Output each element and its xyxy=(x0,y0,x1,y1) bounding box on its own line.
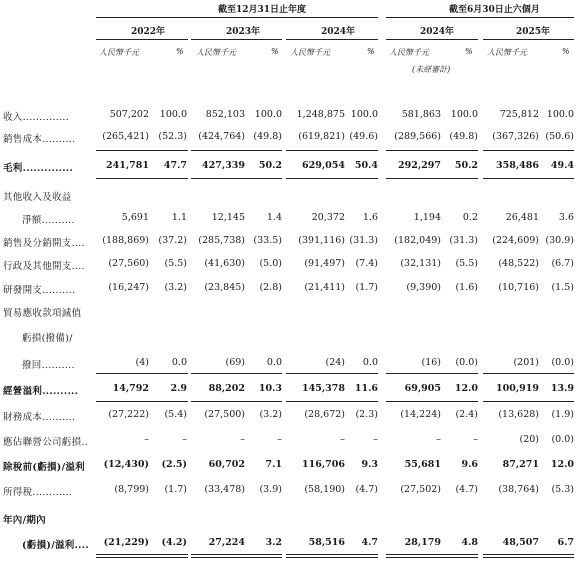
amount-cell: (48,522) xyxy=(498,258,539,269)
amount-cell: 629,054 xyxy=(302,160,345,171)
amount-cell: 20,372 xyxy=(311,212,345,223)
percent-cell: (52.3) xyxy=(158,131,187,142)
percent-cell: 0.0 xyxy=(171,357,187,368)
table-rule xyxy=(286,554,378,555)
percent-cell: 100.0 xyxy=(350,109,378,120)
amount-cell: 69,905 xyxy=(404,383,441,394)
percent-cell: 0.0 xyxy=(362,357,378,368)
amount-cell: 26,481 xyxy=(505,212,539,223)
year-rule-2024-interim xyxy=(386,39,478,40)
percent-cell: (50.6) xyxy=(545,131,574,142)
row-label: 除稅前(虧損)/溢利 xyxy=(3,462,85,473)
amount-cell: (424,764) xyxy=(198,131,245,142)
percent-cell: 4.7 xyxy=(361,537,378,548)
table-rule xyxy=(483,178,574,179)
amount-cell: (201) xyxy=(513,357,539,368)
amount-cell: (27,502) xyxy=(400,484,441,495)
table-rule xyxy=(96,150,188,151)
row-label: 銷售成本.......... xyxy=(3,134,76,145)
table-rule xyxy=(286,557,378,558)
amount-cell: (9,390) xyxy=(406,282,441,293)
percent-cell: (37.2) xyxy=(158,235,187,246)
amount-cell: – xyxy=(144,434,149,445)
amount-cell: (16) xyxy=(421,357,441,368)
table-rule xyxy=(483,557,574,558)
percent-cell: (1.7) xyxy=(355,282,378,293)
percent-cell: 50.2 xyxy=(454,160,478,171)
year-2024-interim: 2024年 xyxy=(420,27,455,37)
year-rule-2023 xyxy=(191,39,282,40)
amount-cell: 87,271 xyxy=(502,459,539,470)
percent-cell: (5.3) xyxy=(551,484,574,495)
percent-cell: 9.3 xyxy=(361,459,378,470)
table-rule xyxy=(386,401,478,402)
amount-cell: – xyxy=(340,434,345,445)
row-label: 淨額.......... xyxy=(22,215,75,226)
percent-cell: 49.4 xyxy=(550,160,574,171)
unit-2025-interim: 人民幣千元 xyxy=(487,48,527,57)
percent-cell: (3.2) xyxy=(259,409,282,420)
percent-cell: (3.9) xyxy=(259,484,282,495)
percent-cell: 0.0 xyxy=(266,357,282,368)
amount-cell: (367,326) xyxy=(492,131,539,142)
amount-cell: (8,799) xyxy=(114,484,149,495)
table-rule xyxy=(483,373,574,374)
amount-cell: (16,247) xyxy=(108,282,149,293)
percent-cell: 1.1 xyxy=(171,212,187,223)
amount-cell: (58,190) xyxy=(304,484,345,495)
amount-cell: (69) xyxy=(225,357,245,368)
row-label: 虧損(撥備)/ xyxy=(22,333,73,344)
pct-2024: % xyxy=(367,47,375,56)
percent-cell: (0.0) xyxy=(551,434,574,445)
percent-cell: (0.0) xyxy=(455,357,478,368)
year-2024: 2024年 xyxy=(321,27,356,37)
percent-cell: (7.4) xyxy=(355,258,378,269)
percent-cell: (4.2) xyxy=(161,537,187,548)
amount-cell: 60,702 xyxy=(208,459,245,470)
row-label: 財務成本.......... xyxy=(3,412,76,423)
amount-cell: (289,566) xyxy=(394,131,441,142)
amount-cell: 725,812 xyxy=(499,109,539,120)
amount-cell: 1,194 xyxy=(413,212,441,223)
percent-cell: 9.6 xyxy=(461,459,478,470)
percent-cell: 12.0 xyxy=(550,459,574,470)
table-rule xyxy=(191,150,282,151)
percent-cell: (2.4) xyxy=(455,409,478,420)
percent-cell: 10.3 xyxy=(258,383,282,394)
amount-cell: (21,411) xyxy=(304,282,345,293)
row-label: 毛利.............. xyxy=(3,163,74,174)
amount-cell: 5,691 xyxy=(121,212,149,223)
table-rule xyxy=(96,178,188,179)
amount-cell: (27,500) xyxy=(204,409,245,420)
percent-cell: 12.0 xyxy=(454,383,478,394)
table-rule xyxy=(96,557,188,558)
pct-2022: % xyxy=(176,47,184,56)
amount-cell: 88,202 xyxy=(208,383,245,394)
amount-cell: (33,478) xyxy=(204,484,245,495)
year-rule-2025-interim xyxy=(483,39,574,40)
percent-cell: (4.7) xyxy=(355,484,378,495)
percent-cell: 100.0 xyxy=(450,109,478,120)
row-label: 收入.............. xyxy=(3,112,70,123)
percent-cell: (5.5) xyxy=(455,258,478,269)
percent-cell: (5.0) xyxy=(259,258,282,269)
amount-cell: (188,869) xyxy=(102,235,149,246)
table-rule xyxy=(286,401,378,402)
amount-cell: (24) xyxy=(325,357,345,368)
percent-cell: (1.5) xyxy=(551,282,574,293)
percent-cell: (30.9) xyxy=(545,235,574,246)
percent-cell: (31.3) xyxy=(449,235,478,246)
amount-cell: 852,103 xyxy=(205,109,245,120)
row-label: (虧損)/溢利.... xyxy=(22,540,89,551)
table-rule xyxy=(96,554,188,555)
amount-cell: (38,764) xyxy=(498,484,539,495)
row-label: 撥回.......... xyxy=(22,360,75,371)
amount-cell: (285,738) xyxy=(198,235,245,246)
percent-cell: 11.6 xyxy=(354,383,378,394)
amount-cell: (265,421) xyxy=(102,131,149,142)
amount-cell: (21,229) xyxy=(103,537,149,548)
amount-cell: 48,507 xyxy=(502,537,539,548)
unit-2022: 人民幣千元 xyxy=(99,48,139,57)
table-rule xyxy=(96,373,188,374)
row-label: 應佔聯營公司虧損.. xyxy=(3,437,89,448)
percent-cell: (1.7) xyxy=(164,484,187,495)
table-rule xyxy=(191,554,282,555)
row-label: 貿易應收款項減值 xyxy=(3,308,82,319)
table-rule xyxy=(286,373,378,374)
percent-cell: (4.7) xyxy=(455,484,478,495)
percent-cell: (6.7) xyxy=(551,258,574,269)
amount-cell: (41,630) xyxy=(204,258,245,269)
percent-cell: – xyxy=(182,434,187,445)
table-rule xyxy=(386,557,478,558)
amount-cell: (20) xyxy=(519,434,539,445)
amount-cell: 241,781 xyxy=(106,160,149,171)
amount-cell: (224,609) xyxy=(492,235,539,246)
amount-cell: (23,845) xyxy=(204,282,245,293)
amount-cell: – xyxy=(240,434,245,445)
amount-cell: (182,049) xyxy=(394,235,441,246)
unit-2024: 人民幣千元 xyxy=(290,48,330,57)
unit-2024-interim: 人民幣千元 xyxy=(389,48,429,57)
amount-cell: – xyxy=(436,434,441,445)
percent-cell: (31.3) xyxy=(349,235,378,246)
percent-cell: – xyxy=(473,434,478,445)
amount-cell: 14,792 xyxy=(112,383,149,394)
unaudited-note: (未經審計) xyxy=(412,65,451,74)
amount-cell: 100,919 xyxy=(496,383,539,394)
unit-2023: 人民幣千元 xyxy=(196,48,236,57)
row-label: 研發開支.......... xyxy=(3,285,76,296)
header-rule-interim xyxy=(386,17,574,18)
percent-cell: (49.8) xyxy=(449,131,478,142)
header-rule-annual xyxy=(96,17,378,18)
amount-cell: (27,222) xyxy=(108,409,149,420)
percent-cell: 13.9 xyxy=(550,383,574,394)
amount-cell: 116,706 xyxy=(302,459,345,470)
percent-cell: (2.5) xyxy=(161,459,187,470)
percent-cell: (33.5) xyxy=(253,235,282,246)
percent-cell: 50.2 xyxy=(258,160,282,171)
percent-cell: 0.2 xyxy=(462,212,478,223)
table-rule xyxy=(386,178,478,179)
pct-2025-interim: % xyxy=(562,47,570,56)
table-rule xyxy=(483,554,574,555)
amount-cell: 28,179 xyxy=(404,537,441,548)
amount-cell: (10,716) xyxy=(498,282,539,293)
amount-cell: 427,339 xyxy=(202,160,245,171)
header-group-interim: 截至6月30日止六個月 xyxy=(449,5,540,15)
table-rule xyxy=(483,150,574,151)
year-rule-2022 xyxy=(96,39,188,40)
amount-cell: 12,145 xyxy=(211,212,245,223)
amount-cell: (13,628) xyxy=(498,409,539,420)
amount-cell: (391,116) xyxy=(298,235,345,246)
table-rule xyxy=(96,401,188,402)
amount-cell: 292,297 xyxy=(398,160,441,171)
table-rule xyxy=(386,373,478,374)
year-2023: 2023年 xyxy=(226,27,261,37)
table-rule xyxy=(386,150,478,151)
amount-cell: (14,224) xyxy=(400,409,441,420)
table-rule xyxy=(191,373,282,374)
percent-cell: 100.0 xyxy=(254,109,282,120)
percent-cell: (1.9) xyxy=(551,409,574,420)
table-rule xyxy=(286,150,378,151)
percent-cell: 6.7 xyxy=(557,537,574,548)
percent-cell: 3.2 xyxy=(265,537,282,548)
amount-cell: (91,497) xyxy=(304,258,345,269)
amount-cell: 1,248,875 xyxy=(296,109,345,120)
percent-cell: 50.4 xyxy=(354,160,378,171)
percent-cell: (2.3) xyxy=(355,409,378,420)
row-label: 行政及其他開支.... xyxy=(3,261,85,272)
amount-cell: 358,486 xyxy=(496,160,539,171)
row-label: 所得稅............ xyxy=(3,487,73,498)
percent-cell: – xyxy=(373,434,378,445)
amount-cell: 507,202 xyxy=(109,109,149,120)
percent-cell: (0.0) xyxy=(551,357,574,368)
amount-cell: (619,821) xyxy=(298,131,345,142)
year-2025-interim: 2025年 xyxy=(516,27,551,37)
amount-cell: (4) xyxy=(135,357,149,368)
percent-cell: – xyxy=(277,434,282,445)
amount-cell: 581,863 xyxy=(401,109,441,120)
table-rule xyxy=(191,401,282,402)
table-rule xyxy=(483,401,574,402)
year-rule-2024 xyxy=(286,39,378,40)
amount-cell: (28,672) xyxy=(304,409,345,420)
percent-cell: (2.8) xyxy=(259,282,282,293)
percent-cell: 7.1 xyxy=(265,459,282,470)
amount-cell: 55,681 xyxy=(404,459,441,470)
percent-cell: 1.4 xyxy=(266,212,282,223)
percent-cell: (49.8) xyxy=(253,131,282,142)
percent-cell: (1.6) xyxy=(455,282,478,293)
header-group-annual: 截至12月31日止年度 xyxy=(218,5,307,15)
table-rule xyxy=(286,178,378,179)
table-rule xyxy=(191,178,282,179)
percent-cell: 100.0 xyxy=(159,109,187,120)
row-label: 經營溢利.......... xyxy=(3,386,79,397)
amount-cell: 27,224 xyxy=(208,537,245,548)
year-2022: 2022年 xyxy=(131,27,166,37)
percent-cell: 3.6 xyxy=(558,212,574,223)
percent-cell: (3.2) xyxy=(164,282,187,293)
row-label: 其他收入及收益 xyxy=(3,192,72,203)
table-rule xyxy=(191,557,282,558)
table-rule xyxy=(386,554,478,555)
amount-cell: (12,430) xyxy=(103,459,149,470)
percent-cell: (49.6) xyxy=(349,131,378,142)
percent-cell: 2.9 xyxy=(170,383,187,394)
percent-cell: 1.6 xyxy=(362,212,378,223)
row-label: 銷售及分銷開支.... xyxy=(3,238,85,249)
percent-cell: (5.5) xyxy=(164,258,187,269)
percent-cell: 47.7 xyxy=(163,160,187,171)
amount-cell: 145,378 xyxy=(302,383,345,394)
amount-cell: 58,516 xyxy=(308,537,345,548)
percent-cell: 100.0 xyxy=(546,109,574,120)
percent-cell: 4.8 xyxy=(461,537,478,548)
pct-2023: % xyxy=(271,47,279,56)
amount-cell: (32,131) xyxy=(400,258,441,269)
percent-cell: (5.4) xyxy=(164,409,187,420)
row-label: 年內/期內 xyxy=(3,515,46,526)
amount-cell: (27,560) xyxy=(108,258,149,269)
pct-2024-interim: % xyxy=(465,47,473,56)
